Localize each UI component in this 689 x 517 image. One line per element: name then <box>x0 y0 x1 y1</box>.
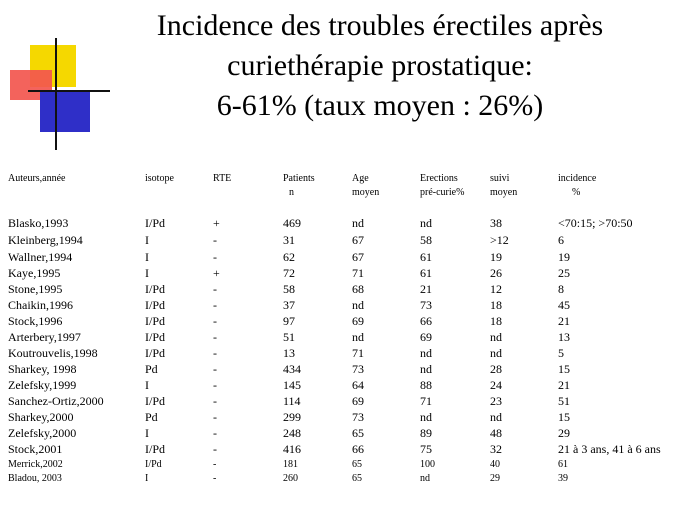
cell-incidence: 6 <box>558 233 564 247</box>
cell-incidence: 45 <box>558 298 570 312</box>
cell-isotope: I <box>145 473 149 484</box>
cell-isotope: I/Pd <box>145 394 166 408</box>
table-row <box>0 377 689 393</box>
header-patients: Patients <box>283 173 315 184</box>
table-row <box>0 265 689 281</box>
header-patients-sub: n <box>289 187 294 198</box>
table-row <box>0 393 689 409</box>
vertical-line <box>55 38 57 150</box>
cell-age: 68 <box>352 282 364 296</box>
title-line-3: 6-61% (taux moyen : 26%) <box>216 89 544 122</box>
table-row <box>0 313 689 329</box>
table-row <box>0 471 689 487</box>
cell-isotope: Pd <box>145 410 158 424</box>
cell-incidence: 51 <box>558 394 570 408</box>
cell-erections: 100 <box>420 459 435 470</box>
cell-age: nd <box>352 216 364 230</box>
cell-auteur: Sanchez-Ortiz,2000 <box>8 394 104 408</box>
cell-erections: 75 <box>420 442 432 456</box>
cell-isotope: I/Pd <box>145 442 166 456</box>
cell-age: 73 <box>352 362 364 376</box>
cell-auteur: Stock,1996 <box>8 314 63 328</box>
cell-auteur: Wallner,1994 <box>8 250 73 264</box>
table-row <box>0 232 689 248</box>
cell-rte: - <box>213 362 217 376</box>
cell-isotope: I <box>145 233 149 247</box>
cell-suivi: 23 <box>490 394 502 408</box>
cell-auteur: Stock,2001 <box>8 442 63 456</box>
cell-incidence: 21 <box>558 378 570 392</box>
cell-suivi: 19 <box>490 250 502 264</box>
cell-erections: nd <box>420 346 432 360</box>
cell-patients: 37 <box>283 298 295 312</box>
cell-auteur: Arterbery,1997 <box>8 330 81 344</box>
cell-age: 69 <box>352 394 364 408</box>
cell-incidence: 15 <box>558 410 570 424</box>
table-row <box>0 329 689 345</box>
cell-patients: 114 <box>283 394 301 408</box>
cell-patients: 58 <box>283 282 295 296</box>
cell-auteur: Kleinberg,1994 <box>8 233 83 247</box>
cell-incidence: 29 <box>558 426 570 440</box>
cell-age: 64 <box>352 378 364 392</box>
title-line-1: Incidence des troubles érectiles après <box>156 9 604 42</box>
cell-patients: 260 <box>283 473 298 484</box>
cell-rte: - <box>213 442 217 456</box>
cell-rte: - <box>213 314 217 328</box>
cell-incidence: 5 <box>558 346 564 360</box>
cell-suivi: 26 <box>490 266 502 280</box>
cell-incidence: 13 <box>558 330 570 344</box>
cell-age: nd <box>352 330 364 344</box>
cell-rte: - <box>213 394 217 408</box>
cell-rte: - <box>213 250 217 264</box>
cell-age: 65 <box>352 426 364 440</box>
cell-erections: 66 <box>420 314 432 328</box>
cell-rte: - <box>213 346 217 360</box>
cell-suivi: >12 <box>490 233 509 247</box>
cell-incidence: 25 <box>558 266 570 280</box>
header-suivi: suivi <box>490 173 510 184</box>
table-row <box>0 281 689 297</box>
cell-incidence: 15 <box>558 362 570 376</box>
cell-suivi: nd <box>490 330 502 344</box>
cell-patients: 97 <box>283 314 295 328</box>
cell-patients: 31 <box>283 233 295 247</box>
header-erections: Erections <box>420 173 458 184</box>
cell-age: 67 <box>352 233 364 247</box>
cell-rte: - <box>213 410 217 424</box>
cell-erections: 61 <box>420 266 432 280</box>
cell-erections: 21 <box>420 282 432 296</box>
cell-rte: - <box>213 459 217 470</box>
cell-auteur: Sharkey, 1998 <box>8 362 77 376</box>
cell-auteur: Kaye,1995 <box>8 266 61 280</box>
cell-suivi: 29 <box>490 473 500 484</box>
header-incidence-sub: % <box>572 187 581 198</box>
header-rte: RTE <box>213 173 232 184</box>
cell-rte: - <box>213 233 217 247</box>
cell-suivi: 18 <box>490 314 502 328</box>
cell-auteur: Merrick,2002 <box>8 459 63 470</box>
cell-patients: 181 <box>283 459 298 470</box>
cell-suivi: 48 <box>490 426 502 440</box>
cell-age: nd <box>352 298 364 312</box>
cell-incidence: <70:15; >70:50 <box>558 216 633 230</box>
cell-isotope: I/Pd <box>145 346 166 360</box>
cell-age: 67 <box>352 250 364 264</box>
cell-isotope: I/Pd <box>145 298 166 312</box>
cell-isotope: Pd <box>145 362 158 376</box>
header-age: Age <box>352 173 369 184</box>
title-line-2: curiethérapie prostatique: <box>227 49 533 82</box>
blue-square <box>40 90 90 132</box>
cell-patients: 248 <box>283 426 301 440</box>
cell-auteur: Chaikin,1996 <box>8 298 73 312</box>
cell-erections: 71 <box>420 394 432 408</box>
cell-suivi: 40 <box>490 459 500 470</box>
cell-rte: - <box>213 330 217 344</box>
cell-incidence: 8 <box>558 282 564 296</box>
cell-rte: - <box>213 473 217 484</box>
cell-suivi: 24 <box>490 378 502 392</box>
table-row <box>0 249 689 265</box>
cell-suivi: 18 <box>490 298 502 312</box>
cell-suivi: 28 <box>490 362 502 376</box>
cell-incidence: 19 <box>558 250 570 264</box>
cell-auteur: Zelefsky,2000 <box>8 426 77 440</box>
table-row <box>0 361 689 377</box>
cell-patients: 13 <box>283 346 295 360</box>
cell-suivi: 38 <box>490 216 502 230</box>
cell-isotope: I/Pd <box>145 330 166 344</box>
cell-suivi: nd <box>490 346 502 360</box>
cell-age: 71 <box>352 346 364 360</box>
cell-patients: 299 <box>283 410 301 424</box>
header-suivi-sub: moyen <box>490 187 518 198</box>
cell-incidence: 21 à 3 ans, 41 à 6 ans <box>558 442 661 456</box>
cell-patients: 434 <box>283 362 301 376</box>
cell-incidence: 39 <box>558 473 568 484</box>
cell-isotope: I <box>145 250 149 264</box>
cell-patients: 416 <box>283 442 301 456</box>
cell-age: 69 <box>352 314 364 328</box>
horizontal-line <box>28 90 110 92</box>
cell-isotope: I <box>145 378 149 392</box>
cell-incidence: 21 <box>558 314 570 328</box>
cell-suivi: 12 <box>490 282 502 296</box>
cell-rte: - <box>213 426 217 440</box>
cell-auteur: Stone,1995 <box>8 282 63 296</box>
cell-erections: 73 <box>420 298 432 312</box>
table-row <box>0 441 689 457</box>
cell-isotope: I <box>145 266 149 280</box>
cell-erections: 88 <box>420 378 432 392</box>
cell-auteur: Zelefsky,1999 <box>8 378 77 392</box>
cell-rte: - <box>213 378 217 392</box>
header-age-sub: moyen <box>352 187 380 198</box>
cell-patients: 51 <box>283 330 295 344</box>
cell-age: 71 <box>352 266 364 280</box>
cell-isotope: I/Pd <box>145 282 166 296</box>
cell-erections: 89 <box>420 426 432 440</box>
cell-rte: - <box>213 298 217 312</box>
header-erections-sub: pré-curie% <box>420 187 465 198</box>
cell-auteur: Koutrouvelis,1998 <box>8 346 98 360</box>
cell-erections: 58 <box>420 233 432 247</box>
cell-erections: 69 <box>420 330 432 344</box>
cell-age: 65 <box>352 459 362 470</box>
cell-auteur: Bladou, 2003 <box>8 473 62 484</box>
table-row <box>0 409 689 425</box>
cell-patients: 62 <box>283 250 295 264</box>
cell-erections: nd <box>420 473 430 484</box>
header-isotope: isotope <box>145 173 174 184</box>
cell-rte: + <box>213 266 220 280</box>
cell-isotope: I <box>145 426 149 440</box>
cell-erections: nd <box>420 362 432 376</box>
header-auteurs: Auteurs,année <box>8 173 66 184</box>
cell-isotope: I/Pd <box>145 216 166 230</box>
decorative-logo <box>0 0 110 160</box>
cell-suivi: 32 <box>490 442 502 456</box>
cell-auteur: Sharkey,2000 <box>8 410 74 424</box>
cell-erections: nd <box>420 410 432 424</box>
cell-incidence: 61 <box>558 459 568 470</box>
cell-suivi: nd <box>490 410 502 424</box>
table-row <box>0 425 689 441</box>
table-row <box>0 345 689 361</box>
slide-title <box>100 6 660 126</box>
cell-age: 65 <box>352 473 362 484</box>
cell-age: 73 <box>352 410 364 424</box>
table-row <box>0 215 689 231</box>
cell-patients: 145 <box>283 378 301 392</box>
cell-patients: 72 <box>283 266 295 280</box>
table-row <box>0 297 689 313</box>
cell-erections: 61 <box>420 250 432 264</box>
cell-isotope: I/Pd <box>145 459 162 470</box>
cell-rte: - <box>213 282 217 296</box>
cell-isotope: I/Pd <box>145 314 166 328</box>
cell-rte: + <box>213 216 220 230</box>
cell-erections: nd <box>420 216 432 230</box>
cell-age: 66 <box>352 442 364 456</box>
header-incidence: incidence <box>558 173 597 184</box>
cell-auteur: Blasko,1993 <box>8 216 69 230</box>
cell-patients: 469 <box>283 216 301 230</box>
